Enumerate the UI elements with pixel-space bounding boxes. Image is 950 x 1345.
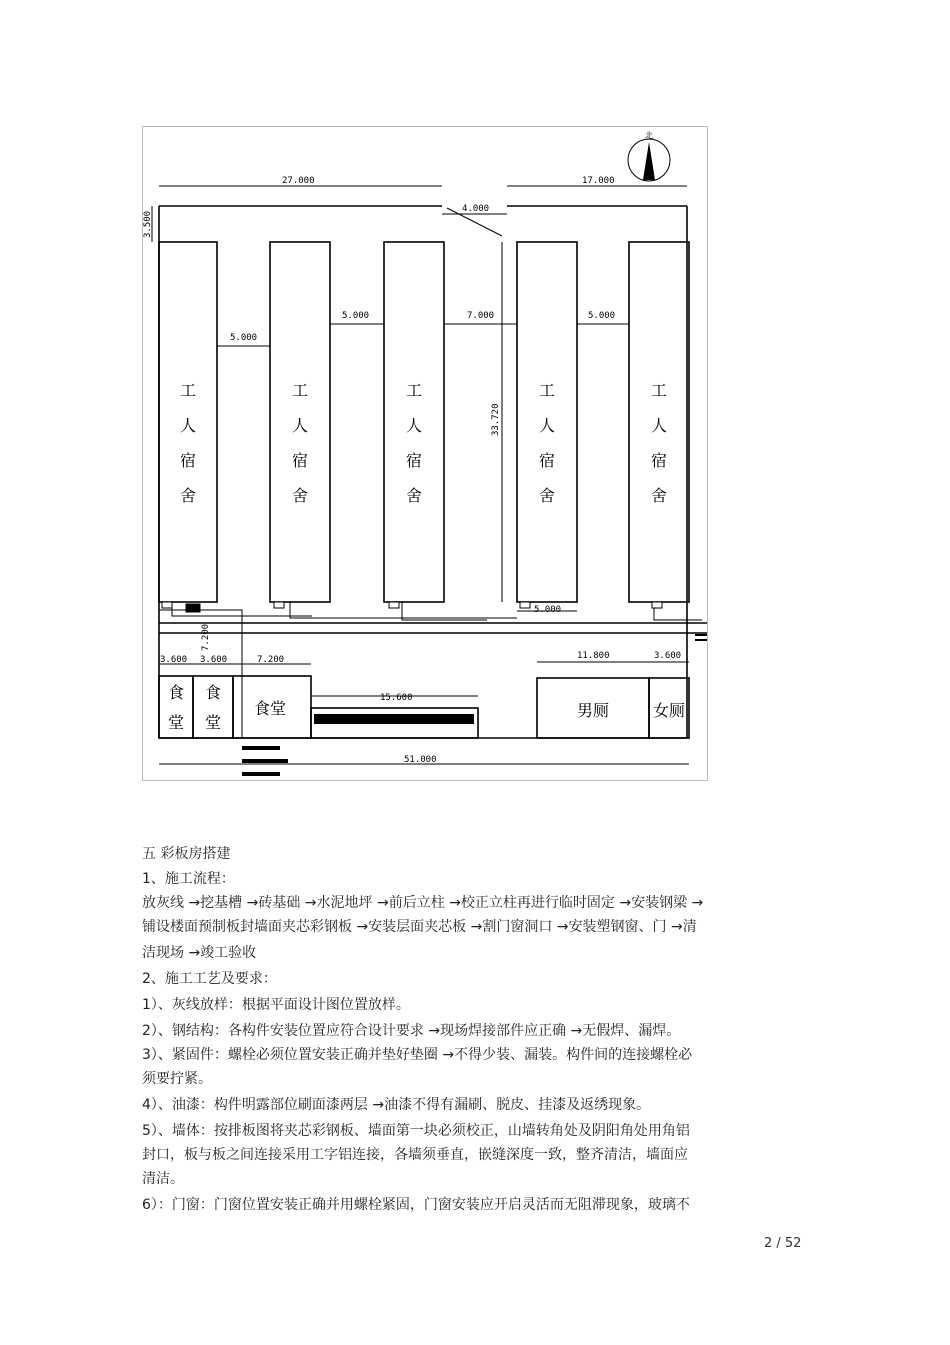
svg-text:人: 人 bbox=[538, 416, 556, 435]
svg-text:工: 工 bbox=[650, 381, 668, 400]
paragraph-line: 铺设楼面预制板封墙面夹芯彩钢板 →安装层面夹芯板 →割门窗洞口 →安装塑钢窗、门 →清 bbox=[142, 919, 697, 935]
svg-text:宿: 宿 bbox=[405, 451, 423, 470]
paragraph-line: 5）、墙体：按排板图将夹芯彩钢板、墙面第一块必须校正，山墙转角处及阴阳角处用角铝 bbox=[142, 1123, 690, 1139]
dim-text: 3.500 bbox=[143, 210, 153, 238]
svg-text:人: 人 bbox=[291, 416, 309, 435]
drain-square bbox=[389, 602, 399, 608]
svg-text:工: 工 bbox=[538, 381, 556, 400]
svg-text:舍: 舍 bbox=[405, 486, 423, 505]
legend-bar bbox=[242, 772, 280, 776]
svg-text:宿: 宿 bbox=[538, 451, 556, 470]
svg-text:舍: 舍 bbox=[650, 486, 668, 505]
dim-text: 11.800 bbox=[577, 651, 610, 661]
dim-text: 5.000 bbox=[534, 605, 562, 615]
dim-text: 7.000 bbox=[467, 311, 495, 321]
canteen-b-label: 堂 bbox=[204, 713, 222, 732]
paragraph-line: 封口，板与板之间连接采用工字铝连接，各墙须垂直，嵌缝深度一致，整齐清洁，墙面应 bbox=[142, 1147, 688, 1163]
svg-text:宿: 宿 bbox=[291, 451, 309, 470]
drain-square bbox=[652, 602, 662, 608]
drain-square bbox=[520, 602, 530, 608]
site-plan-svg bbox=[142, 126, 708, 781]
dim-text: 7.200 bbox=[257, 655, 285, 665]
svg-text:工: 工 bbox=[291, 381, 309, 400]
dim-text: 5.000 bbox=[588, 311, 616, 321]
mens-toilet-label: 男厕 bbox=[576, 701, 610, 720]
pipe-right bbox=[402, 602, 487, 620]
paragraph-line: 3）、紧固件：螺栓必须位置安装正确并垫好垫圈 →不得少装、漏装。构件间的连接螺栓必 bbox=[142, 1047, 693, 1063]
pipe-mid bbox=[290, 602, 517, 618]
svg-text:工: 工 bbox=[405, 381, 423, 400]
section-title: 五 彩板房搭建 bbox=[142, 846, 231, 862]
paragraph-line: 放灰线 →挖基槽 →砖基础 →水泥地坪 →前后立柱 →校正立柱再进行临时固定 →安装钢梁 → bbox=[142, 895, 704, 911]
svg-text:宿: 宿 bbox=[179, 451, 197, 470]
drain-square bbox=[162, 602, 172, 608]
paragraph-line: 须要拧紧。 bbox=[142, 1071, 212, 1087]
canteen-a-label: 堂 bbox=[167, 713, 185, 732]
dormitory-5-label bbox=[651, 381, 667, 505]
dormitory-1-label bbox=[180, 381, 196, 505]
drain-square bbox=[186, 604, 200, 612]
svg-text:人: 人 bbox=[405, 416, 423, 435]
paragraph-line: 清洁。 bbox=[142, 1171, 184, 1187]
paragraph-line: 2）、钢结构：各构件安装位置应符合设计要求 →现场焊接部件应正确 →无假焊、漏焊。 bbox=[142, 1023, 681, 1039]
paragraph-line: 洁现场 →竣工验收 bbox=[142, 945, 257, 961]
dim-text: 3.600 bbox=[200, 655, 228, 665]
dormitory-4-label bbox=[539, 381, 555, 505]
dim-text: 17.000 bbox=[582, 176, 615, 186]
canteen-c-label: 食堂 bbox=[253, 699, 287, 718]
paragraph-line: 2、施工工艺及要求： bbox=[142, 971, 277, 987]
dim-text: 3.600 bbox=[654, 651, 682, 661]
paragraph-line: 6）：门窗：门窗位置安装正确并用螺栓紧固，门窗安装应开启灵活而无阻滞现象，玻璃不 bbox=[142, 1197, 690, 1213]
paragraph-line: 1、施工流程： bbox=[142, 871, 235, 887]
dim-text: 5.000 bbox=[342, 311, 370, 321]
paragraph-line: 4）、油漆：构件明露部位刷面漆两层 →油漆不得有漏刷、脱皮、挂漆及返绣现象。 bbox=[142, 1097, 651, 1113]
canteen-a-label: 食 bbox=[167, 683, 185, 702]
dim-text: 51.000 bbox=[404, 755, 437, 765]
canteen-b-label: 食 bbox=[204, 683, 222, 702]
dim-text: 5.000 bbox=[230, 333, 258, 343]
dim-text: 27.000 bbox=[282, 176, 315, 186]
svg-text:人: 人 bbox=[650, 416, 668, 435]
dim-text: 15.600 bbox=[380, 693, 413, 703]
sink-block bbox=[314, 714, 474, 724]
svg-text:舍: 舍 bbox=[538, 486, 556, 505]
dim-text: 3.600 bbox=[160, 655, 188, 665]
svg-text:工: 工 bbox=[179, 381, 197, 400]
svg-text:舍: 舍 bbox=[291, 486, 309, 505]
dim-text: 7.200 bbox=[201, 623, 211, 651]
site-plan-drawing bbox=[142, 126, 708, 781]
drain-square bbox=[274, 602, 284, 608]
plan-frame bbox=[143, 127, 708, 781]
dim-text: 33.720 bbox=[491, 403, 501, 436]
north-label: 北 bbox=[645, 131, 653, 140]
north-arrow-icon bbox=[643, 142, 655, 180]
svg-text:宿: 宿 bbox=[650, 451, 668, 470]
svg-text:舍: 舍 bbox=[179, 486, 197, 505]
dormitory-3-label bbox=[406, 381, 422, 505]
paragraph-line: 1）、灰线放样：根据平面设计图位置放样。 bbox=[142, 997, 410, 1013]
legend-bar bbox=[242, 759, 288, 763]
dormitory-2-label bbox=[292, 381, 308, 505]
legend-bar bbox=[242, 746, 280, 750]
womens-toilet-label: 女厕 bbox=[652, 701, 686, 720]
page-number: 2 / 52 bbox=[764, 1236, 802, 1251]
dim-text: 4.000 bbox=[462, 204, 490, 214]
svg-text:人: 人 bbox=[179, 416, 197, 435]
